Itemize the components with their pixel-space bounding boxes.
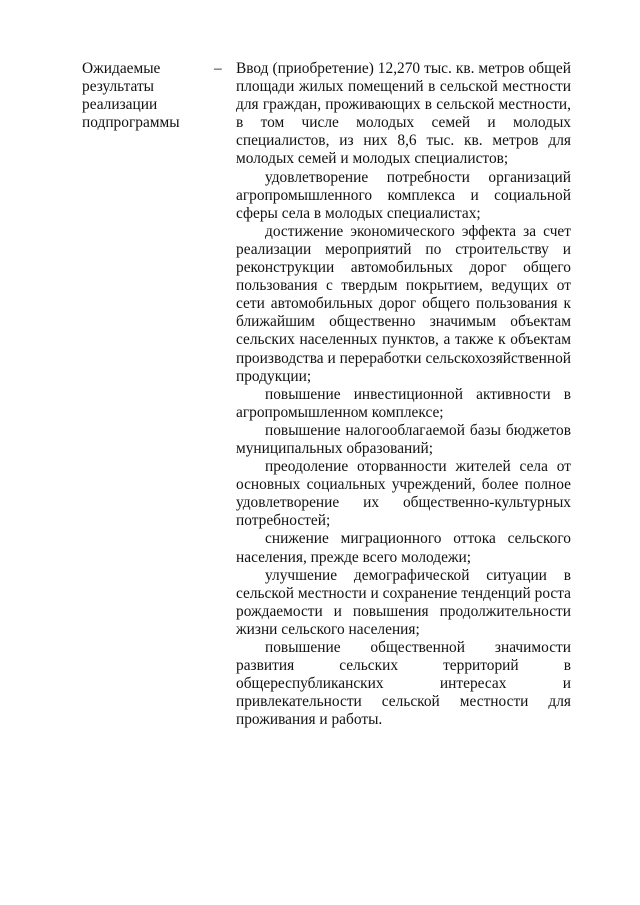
result-paragraph-investment: повышение инвестиционной активности в агропромышленном комплексе; xyxy=(236,385,571,421)
result-paragraph-migration: снижение миграционного оттока сельского населения, прежде всего молодежи; xyxy=(236,530,571,566)
label-line: реализации xyxy=(82,96,158,114)
label-line: Ожидаемые xyxy=(82,60,161,77)
result-paragraph-housing: Ввод (приобретение) 12,270 тыс. кв. метров общей площади жилых помещений в сельской местности для граждан, проживающих в сельской местности, в том числе молодых семей и молодых специалистов, из них 8,6 тыс. кв. метров для молодых семей и молодых специалистов; xyxy=(236,60,571,168)
label-line: подпрограммы xyxy=(82,114,180,132)
result-paragraph-social-access: преодоление оторванности жителей села от основных социальных учреждений, более полное удовлетворение их общественно-культурных потребностей; xyxy=(236,458,571,530)
result-paragraph-demography: улучшение демографической ситуации в сельской местности и сохранение тенденций роста рождаемости и повышения продолжительности жизни сельского населения; xyxy=(236,566,571,638)
result-paragraph-specialists: удовлетворение потребности организаций агропромышленного комплекса и социальной сферы села в молодых специалистах; xyxy=(236,168,571,222)
row-label xyxy=(82,60,202,132)
result-paragraph-tax-base: повышение налогооблагаемой базы бюджетов муниципальных образований; xyxy=(236,421,571,457)
result-paragraph-rural-development: повышение общественной значимости развития сельских территорий в общереспубликанских интересах и привлекательности сельской местности для проживания и работы. xyxy=(236,639,571,729)
dash-separator: – xyxy=(214,60,222,77)
result-paragraph-roads: достижение экономического эффекта за счет реализации мероприятий по строительству и реконструкции автомобильных дорог общего пользования с твердым покрытием, ведущих от сети автомобильных дорог общего пользования к ближайшим общественно значимым объектам сельских населенных пунктов, а также к объектам производства и переработки сельскохозяйственной продукции; xyxy=(236,222,571,385)
row-content xyxy=(236,60,571,729)
label-line: результаты xyxy=(82,78,155,96)
